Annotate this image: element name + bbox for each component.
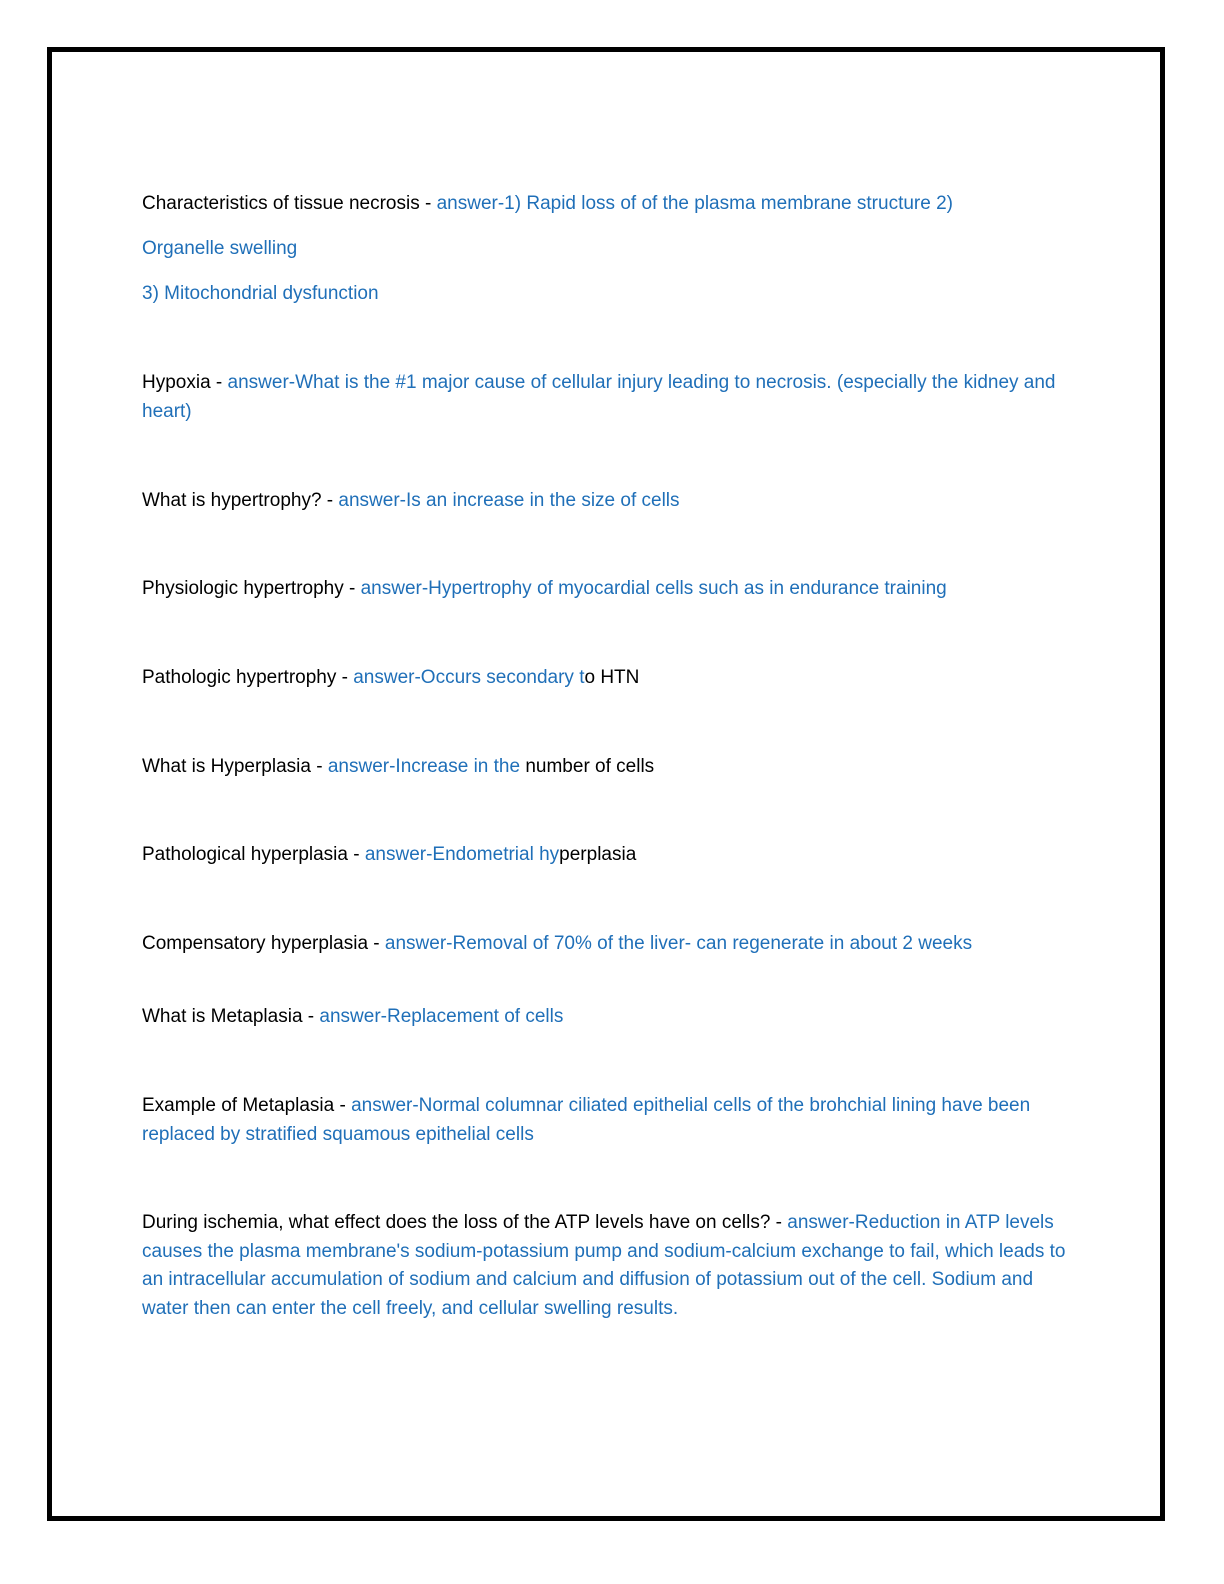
entry-pathological-hyperplasia [142,841,1072,870]
entry-pathologic-hypertrophy [142,664,1072,693]
answer: answer-Hypertrophy of myocardial cells such as in endurance training [360,578,947,599]
question: During ischemia, what effect does the loss of the ATP levels have on cells? - [142,1212,788,1233]
answer: answer-What is the #1 major cause of cellular injury leading to necrosis. (especially the kidney and heart) [142,372,1056,422]
question: Example of Metaplasia - [142,1095,352,1116]
answer: answer-Increase in the [327,756,526,777]
answer-tail: number of cells [525,756,655,777]
answer: answer-1) Rapid loss of of the plasma membrane structure 2) [436,193,953,214]
answer: answer-Removal of 70% of the liver- can regenerate in about 2 weeks [384,933,973,954]
entry-hypoxia [142,369,1072,426]
answer-continuation: 3) Mitochondrial dysfunction [142,283,379,304]
question: Pathological hyperplasia - [142,844,365,865]
answer: answer-Occurs secondary t [353,667,585,688]
question: Hypoxia - [142,372,228,393]
entry-physiologic-hypertrophy [142,575,1072,604]
entry-hypertrophy [142,487,1072,516]
question: Pathologic hypertrophy - [142,667,354,688]
question: Physiologic hypertrophy - [142,578,361,599]
question: What is Hyperplasia - [142,756,328,777]
entry-tissue-necrosis [142,190,1072,219]
entry-hyperplasia [142,753,1072,782]
answer-tail: o HTN [584,667,640,688]
answer-continuation: Organelle swelling [142,238,298,259]
answer-tail: perplasia [559,844,637,865]
question: Characteristics of tissue necrosis - [142,193,437,214]
entry-compensatory-hyperplasia [142,930,1072,959]
answer: answer-Replacement of cells [319,1006,564,1027]
question: Compensatory hyperplasia - [142,933,385,954]
entry-metaplasia [142,1003,1072,1032]
answer: answer-Endometrial hy [364,844,560,865]
entry-ischemia-atp [142,1209,1072,1323]
entry-metaplasia-example [142,1092,1072,1149]
answer: answer-Is an increase in the size of cells [338,490,680,511]
question: What is Metaplasia - [142,1006,320,1027]
answer: answer-Reduction in ATP levels causes the plasma membrane's sodium-potassium pump and sodium-calcium exchange to fail, which leads to an intracellular accumulation of sodium and calcium and diffusion of potassium out of the cell. Sodium and water then can enter the cell freely, and cellular swelling results. [142,1212,1066,1319]
answer: answer-Normal columnar ciliated epithelial cells of the brohchial lining have been replaced by stratified squamous epithelial cells [142,1095,1031,1145]
question: What is hypertrophy? - [142,490,339,511]
